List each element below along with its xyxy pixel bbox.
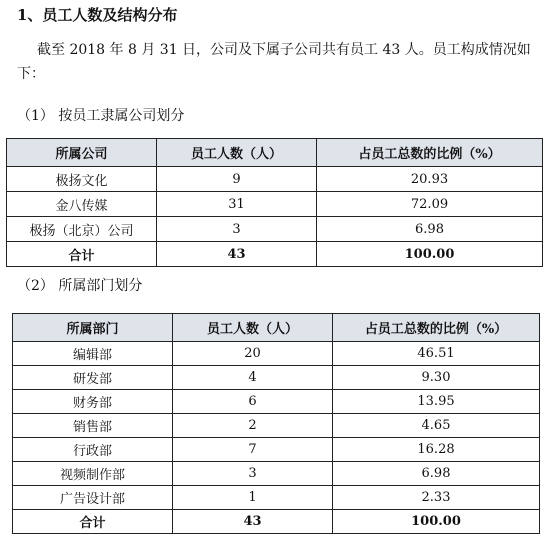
section-heading: 1、员工人数及结构分布	[17, 6, 178, 24]
total-label: 合计	[13, 510, 173, 534]
total-count: 43	[157, 242, 317, 267]
table-header-row	[7, 139, 543, 167]
total-ratio: 100.00	[333, 510, 540, 534]
table-row	[13, 390, 540, 414]
table-row	[7, 217, 543, 242]
header-company: 所属公司	[7, 139, 157, 167]
table-row	[7, 192, 543, 217]
department-table	[12, 313, 540, 534]
cell-department: 广告设计部	[13, 486, 173, 510]
cell-ratio: 13.95	[333, 390, 540, 414]
cell-company: 金八传媒	[7, 192, 157, 217]
cell-ratio: 2.33	[333, 486, 540, 510]
cell-department: 研发部	[13, 366, 173, 390]
cell-department: 行政部	[13, 438, 173, 462]
table-row	[13, 366, 540, 390]
header-ratio: 占员工总数的比例（%）	[317, 139, 543, 167]
cell-count: 6	[173, 390, 333, 414]
cell-company: 极扬（北京）公司	[7, 217, 157, 242]
cell-count: 31	[157, 192, 317, 217]
cell-ratio: 9.30	[333, 366, 540, 390]
subsection-title-company: （1） 按员工隶属公司划分	[17, 108, 185, 124]
cell-count: 4	[173, 366, 333, 390]
company-table	[6, 138, 543, 267]
header-count: 员工人数（人）	[173, 314, 333, 342]
cell-ratio: 20.93	[317, 167, 543, 192]
total-ratio: 100.00	[317, 242, 543, 267]
table-row	[13, 438, 540, 462]
cell-department: 财务部	[13, 390, 173, 414]
cell-ratio: 6.98	[333, 462, 540, 486]
table-row	[13, 342, 540, 366]
cell-company: 极扬文化	[7, 167, 157, 192]
table-row	[7, 167, 543, 192]
table-row	[13, 414, 540, 438]
subsection-title-department: （2） 所属部门划分	[17, 278, 143, 294]
cell-count: 20	[173, 342, 333, 366]
intro-paragraph: 截至 2018 年 8 月 31 日，公司及下属子公司共有员工 43 人。员工构成情况如下：	[17, 42, 531, 82]
header-ratio: 占员工总数的比例（%）	[333, 314, 540, 342]
header-count: 员工人数（人）	[157, 139, 317, 167]
cell-department: 销售部	[13, 414, 173, 438]
cell-count: 7	[173, 438, 333, 462]
cell-count: 2	[173, 414, 333, 438]
table-header-row	[13, 314, 540, 342]
table-total-row	[7, 242, 543, 267]
cell-department: 视频制作部	[13, 462, 173, 486]
table-row	[13, 462, 540, 486]
cell-ratio: 72.09	[317, 192, 543, 217]
table-total-row	[13, 510, 540, 534]
header-department: 所属部门	[13, 314, 173, 342]
cell-count: 3	[173, 462, 333, 486]
cell-ratio: 4.65	[333, 414, 540, 438]
cell-ratio: 6.98	[317, 217, 543, 242]
cell-ratio: 16.28	[333, 438, 540, 462]
total-label: 合计	[7, 242, 157, 267]
cell-count: 1	[173, 486, 333, 510]
cell-ratio: 46.51	[333, 342, 540, 366]
cell-count: 9	[157, 167, 317, 192]
table-row	[13, 486, 540, 510]
cell-department: 编辑部	[13, 342, 173, 366]
cell-count: 3	[157, 217, 317, 242]
total-count: 43	[173, 510, 333, 534]
